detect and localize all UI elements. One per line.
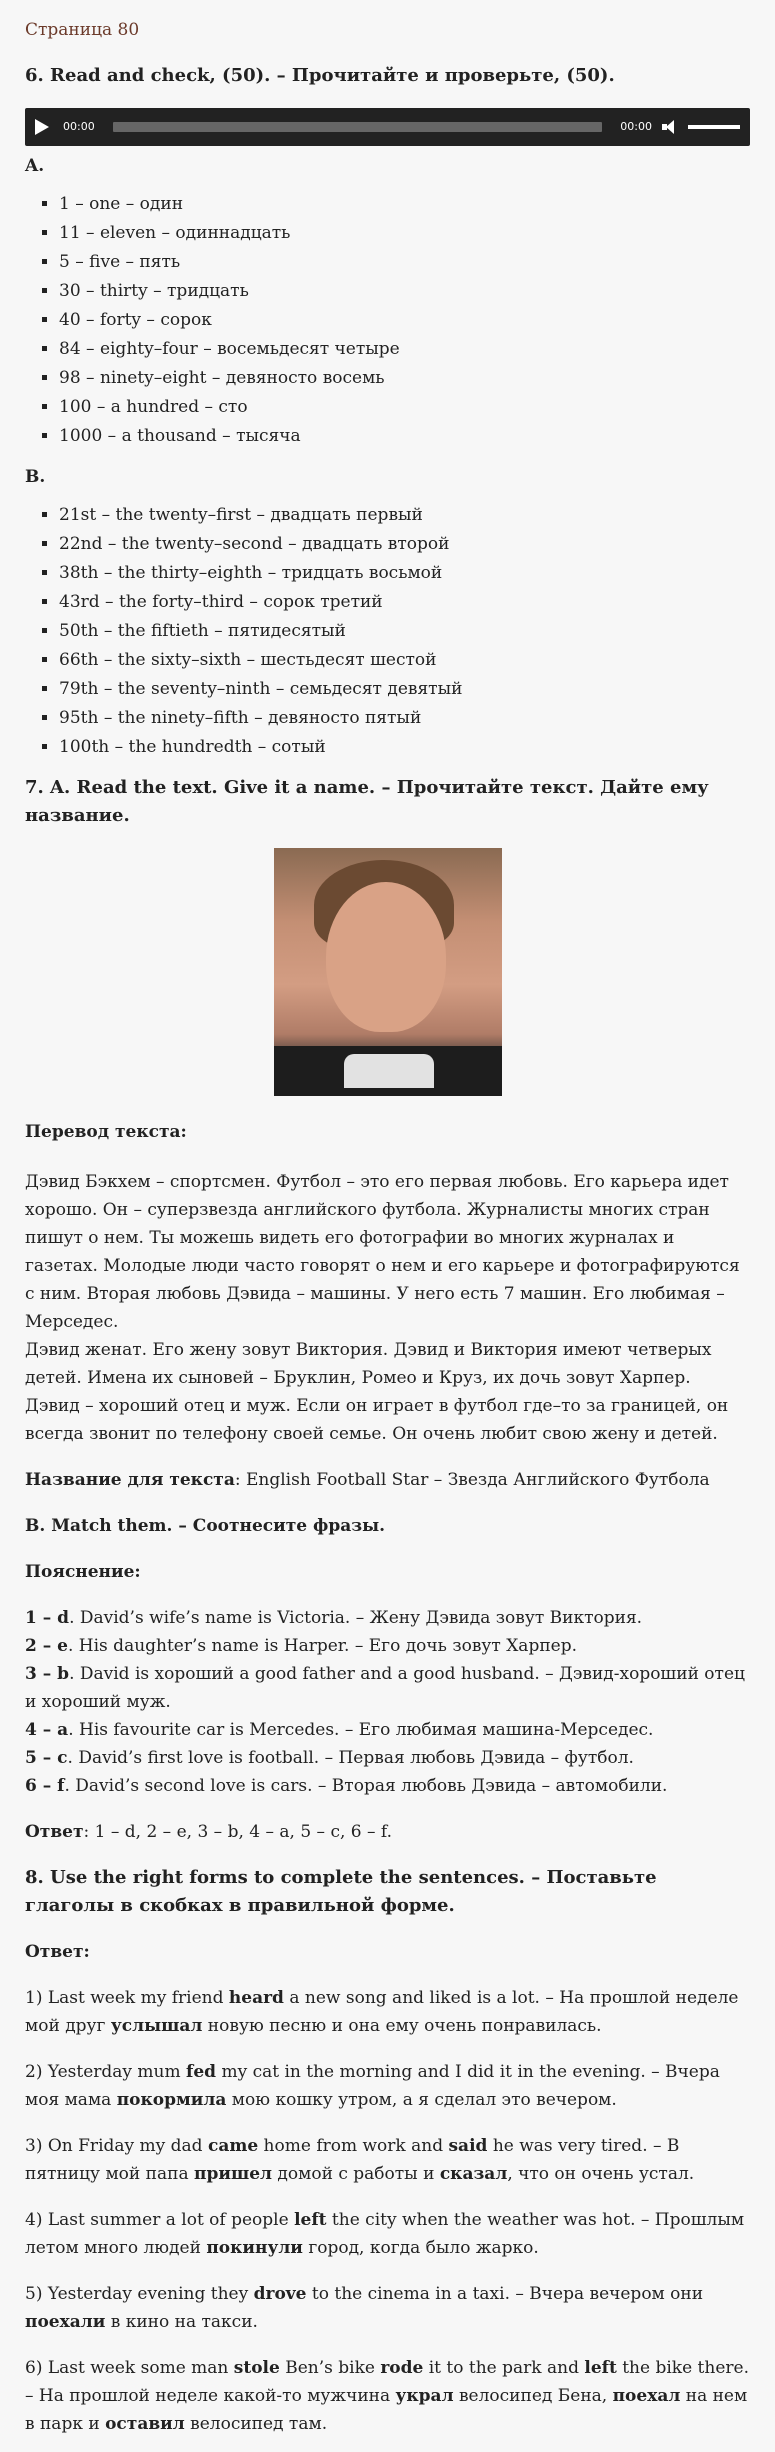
list-a bbox=[25, 190, 750, 451]
title-value: : English Football Star – Звезда Английского Футбола bbox=[234, 1470, 710, 1490]
list-item: ▪ 22nd – the twenty–second – двадцать второй bbox=[59, 530, 750, 559]
section-b-label: B. bbox=[25, 467, 46, 487]
time-current: 00:00 bbox=[63, 120, 95, 133]
list-item: ▪ 1000 – a thousand – тысяча bbox=[59, 422, 750, 451]
sentence-list bbox=[25, 1984, 750, 2438]
list-item: ▪ 66th – the sixty–sixth – шестьдесят шестой bbox=[59, 646, 750, 675]
task7-heading: 7. A. Read the text. Give it a name. – Прочитайте текст. Дайте ему название. bbox=[25, 777, 709, 826]
answer-label: Ответ bbox=[25, 1822, 84, 1842]
audio-player[interactable] bbox=[25, 108, 750, 146]
sentence-3: 3) On Friday my dad came home from work and said he was very tired. – В пятницу мой папа пришел домой с работы и сказал, что он очень устал. bbox=[25, 2136, 695, 2184]
list-item: ▪ 100 – a hundred – сто bbox=[59, 393, 750, 422]
match-row: 5 – c. David’s first love is football. – Первая любовь Дэвида – футбол. bbox=[25, 1748, 634, 1768]
answer-value: : 1 – d, 2 – e, 3 – b, 4 – a, 5 – c, 6 – f. bbox=[83, 1822, 392, 1842]
section-a-label: A. bbox=[25, 156, 45, 176]
text-title-line bbox=[25, 1466, 750, 1494]
list-item: ▪ 84 – eighty–four – восемьдесят четыре bbox=[59, 335, 750, 364]
time-duration: 00:00 bbox=[620, 120, 652, 133]
match-row: 3 – b. David is хороший a good father and a good husband. – Дэвид-хороший отец и хороший муж. bbox=[25, 1664, 745, 1712]
task6-heading: 6. Read and check, (50). – Прочитайте и проверьте, (50). bbox=[25, 65, 615, 86]
list-item: ▪ 38th – the thirty–eighth – тридцать восьмой bbox=[59, 559, 750, 588]
sentence-2: 2) Yesterday mum fed my cat in the morning and I did it in the evening. – Вчера моя мама покормила мою кошку утром, а я сделал это вечером. bbox=[25, 2062, 720, 2110]
task8-heading: 8. Use the right forms to complete the sentences. – Поставьте глаголы в скобках в правильной форме. bbox=[25, 1867, 657, 1916]
list-item: ▪ 11 – eleven – одиннадцать bbox=[59, 219, 750, 248]
match-row: 6 – f. David’s second love is cars. – Вторая любовь Дэвида – автомобили. bbox=[25, 1776, 668, 1796]
list-item: ▪ 40 – forty – сорок bbox=[59, 306, 750, 335]
seek-bar[interactable] bbox=[113, 122, 603, 132]
page-title: Страница 80 bbox=[25, 20, 140, 40]
list-item: ▪ 79th – the seventy–ninth – семьдесят девятый bbox=[59, 675, 750, 704]
explanation-label: Пояснение: bbox=[25, 1562, 141, 1582]
list-item: ▪ 1 – one – один bbox=[59, 190, 750, 219]
task8-answer-label: Ответ: bbox=[25, 1942, 90, 1962]
list-item: ▪ 30 – thirty – тридцать bbox=[59, 277, 750, 306]
match-list bbox=[25, 1604, 750, 1800]
match-row: 4 – a. His favourite car is Mercedes. – Его любимая машина-Мерседес. bbox=[25, 1720, 654, 1740]
match-row: 2 – e. His daughter’s name is Harper. – Его дочь зовут Харпер. bbox=[25, 1636, 578, 1656]
volume-slider[interactable] bbox=[688, 125, 740, 129]
sentence-4: 4) Last summer a lot of people left the city when the weather was hot. – Прошлым летом много людей покинули город, когда было жарко. bbox=[25, 2210, 745, 2258]
sentence-6: 6) Last week some man stole Ben’s bike rode it to the park and left the bike there. – На прошлой неделе какой-то мужчина украл велосипед Бена, поехал на нем в парк и оставил велосипед там. bbox=[25, 2358, 749, 2434]
list-item: ▪ 5 – five – пять bbox=[59, 248, 750, 277]
answer-line bbox=[25, 1818, 750, 1846]
volume-icon[interactable] bbox=[662, 120, 678, 134]
match-heading: B. Match them. – Соотнесите фразы. bbox=[25, 1516, 386, 1536]
list-item: ▪ 50th – the fiftieth – пятидесятый bbox=[59, 617, 750, 646]
list-item: ▪ 98 – ninety–eight – девяносто восемь bbox=[59, 364, 750, 393]
list-item: ▪ 95th – the ninety–fifth – девяносто пятый bbox=[59, 704, 750, 733]
list-item: ▪ 21st – the twenty–first – двадцать первый bbox=[59, 501, 750, 530]
sentence-1: 1) Last week my friend heard a new song and liked is a lot. – На прошлой неделе мой друг услышал новую песню и она ему очень понравилась. bbox=[25, 1988, 739, 2036]
play-icon[interactable] bbox=[35, 119, 49, 135]
translation-paragraph-2: Дэвид женат. Его жену зовут Виктория. Дэвид и Виктория имеют четверых детей. Имена их сыновей – Бруклин, Ромео и Круз, их дочь зовут Харпер. Дэвид – хороший отец и муж. Если он играет в футбол где–то за границей, он всегда звонит по телефону своей семье. Он очень любит свою жену и детей. bbox=[25, 1340, 729, 1444]
match-row: 1 – d. David’s wife’s name is Victoria. – Жену Дэвида зовут Виктория. bbox=[25, 1608, 643, 1628]
translation-label: Перевод текста: bbox=[25, 1122, 187, 1142]
portrait-photo bbox=[274, 848, 502, 1096]
photo-container bbox=[25, 848, 750, 1096]
list-item: ▪ 43rd – the forty–third – сорок третий bbox=[59, 588, 750, 617]
translation-paragraph-1: Дэвид Бэкхем – спортсмен. Футбол – это его первая любовь. Его карьера идет хорошо. Он – суперзвезда английского футбола. Журналисты многих стран пишут о нем. Ты можешь видеть его фотографии во многих журналах и газетах. Молодые люди часто говорят о нем и его карьере и фотографируются с ним. Вторая любовь Дэвида – машины. У него есть 7 машин. Его любимая – Мерседес. bbox=[25, 1172, 740, 1332]
list-b bbox=[25, 501, 750, 762]
list-item: ▪ 100th – the hundredth – сотый bbox=[59, 733, 750, 762]
sentence-5: 5) Yesterday evening they drove to the cinema in a taxi. – Вчера вечером они поехали в кино на такси. bbox=[25, 2284, 704, 2332]
title-label: Название для текста bbox=[25, 1470, 235, 1490]
